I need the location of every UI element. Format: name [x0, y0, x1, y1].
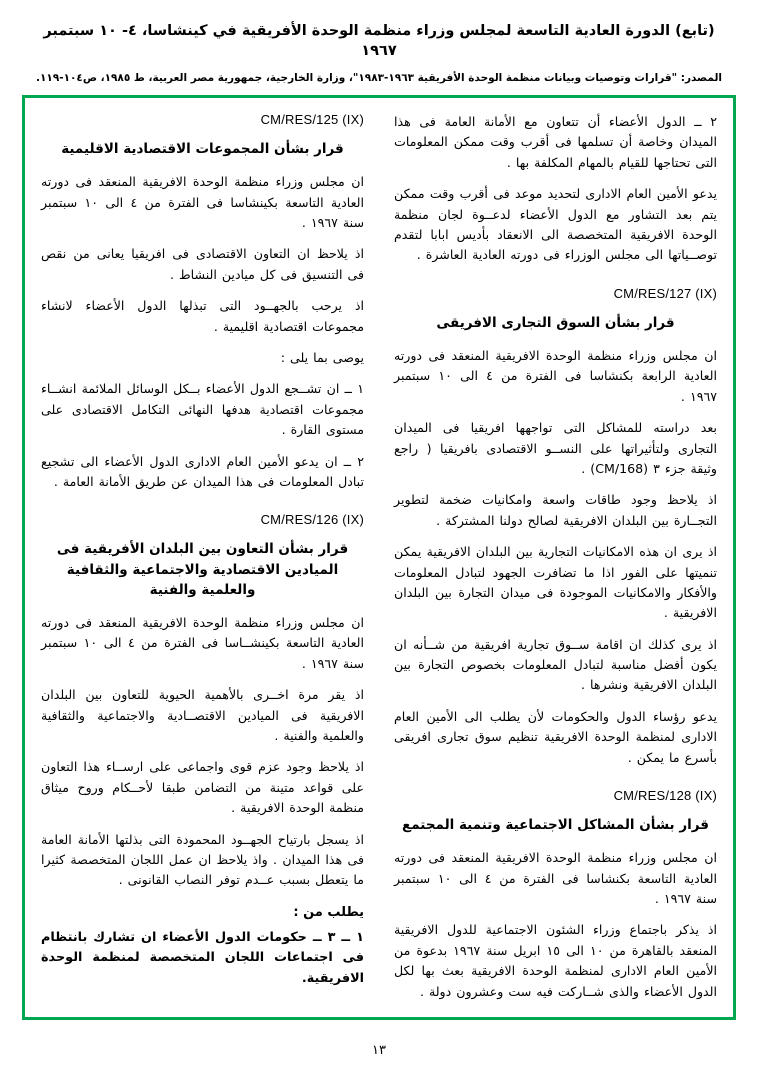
- paragraph: يوصى بما يلى :: [280, 349, 364, 365]
- resolution-title-127: قرار بشأن السوق التجارى الافريقى: [436, 314, 675, 331]
- paragraph: اذ يرى كذلك ان اقامة ســوق تجارية افريقية من شــأنه ان يكون أفضل مناسبة لتبادل المعلومات بخصوص التجارة بين البلدان الافريقية ونشرها .: [394, 636, 717, 693]
- request-label: يطلب من :: [293, 904, 364, 920]
- paragraph: اذ يلاحظ وجود طاقات واسعة وامكانيات ضخمة لتطوير التجــارة بين البلدان الافريقية لصالح دولنا المشتركة .: [394, 492, 717, 528]
- resolution-title-125: قرار بشأن المجموعات الاقتصادية الاقليمية: [61, 141, 344, 157]
- resolution-id-128: CM/RES/128 (IX): [613, 788, 717, 804]
- paragraph: ان مجلس وزراء منظمة الوحدة الافريقية المنعقد فى دورته العادية التاسعة بكينشــاسا فى الفترة من ٤ الى ١٠ سبتمبر سنة ١٩٦٧ .: [41, 615, 364, 671]
- paragraph: يدعو رؤساء الدول والحكومات لأن يطلب الى الأمين العام الادارى لمنظمة الوحدة الافريقية تنظيم سوق تجارى افريقى بأسرع ما يمكن .: [394, 708, 717, 765]
- page-title: (تابع) الدورة العادية التاسعة لمجلس وزراء منظمة الوحدة الأفريقية في كينشاسا، ٤- ١٠ سبتمبر ١٩٦٧: [43, 23, 715, 59]
- paragraph: ٢ ــ ان يدعو الأمين العام الادارى الدول الأعضاء الى تشجيع تبادل المعلومات فى هذا الميدان عن طريق الأمانة العامة .: [41, 453, 364, 489]
- column-left: [41, 112, 364, 1007]
- resolution-id-126: CM/RES/126 (IX): [260, 512, 364, 528]
- paragraph: يدعو الأمين العام الادارى لتحديد موعد فى أقرب وقت ممكن يتم بعد التشاور مع الدول الأعضاء لدعــوة لجان منظمة الوحدة الافريقية المتخصصة الى الانعقاد بأديس ابابا لتقدم توصــياتها الى مجلس الوزراء فى دورته العادية العاشرة .: [394, 186, 717, 263]
- request-item: ١ ــ ٣ ــ حكومات الدول الأعضاء ان تشارك بانتظام فى اجتماعات اللجان المتخصصة لمنظمة الوحدة الافريقية.: [41, 929, 364, 986]
- paragraph: بعد دراسته للمشاكل التى تواجهها افريقيا فى الميدان التجارى ولتأثيراتها على النســو الاقتصادى بافريقيا ( راجع وثيقة جزء ٣ (CM/168) .: [394, 420, 717, 476]
- resolution-id-125: CM/RES/125 (IX): [260, 112, 364, 127]
- paragraph: ان مجلس وزراء منظمة الوحدة الافريقية المنعقد فى دورته العادية التاسعة بكنشاسا فى الفترة من ٤ الى ١٠ سبتمبر سنة ١٩٦٧ .: [394, 850, 717, 907]
- page-header: [0, 0, 758, 85]
- paragraph: ان مجلس وزراء منظمة الوحدة الافريقية المنعقد فى دورته العادية الرابعة بكنشاسا فى الفترة من ٤ الى ١٠ سبتمبر ١٩٦٧ .: [394, 347, 718, 404]
- paragraph: اذ يرحب بالجهــود التى تبذلها الدول الأعضاء لانشاء مجموعات اقتصادية اقليمية .: [41, 298, 364, 334]
- paragraph: اذ يسجل بارتياح الجهــود المحمودة التى بذلتها الأمانة العامة فى هذا الميدان . واذ يلاحظ ان عمل اللجان المتخصصة كثيرا ما يتعطل بسبب عــدم توفر النصاب القانونى .: [41, 831, 364, 888]
- paragraph: ٢ ــ الدول الأعضاء أن تتعاون مع الأمانة العامة فى هذا الميدان وخاصة أن تسلمها فى أقرب وقت ممكن المعلومات التى تحتاجها للقيام بالمهام المكلفة بها .: [394, 114, 717, 170]
- paragraph: ١ ــ ان تشــجع الدول الأعضاء بــكل الوسائل الملائمة انشــاء مجموعات اقتصادية هدفها النهائى التكامل الاقتصادى على مستوى القارة .: [41, 381, 364, 438]
- paragraph: اذ يرى ان هذه الامكانيات التجارية بين البلدان الافريقية يمكن تنميتها على الفور اذا ما تضافرت الجهود لتبادل المعلومات والأفكار والامكانيات الموجودة فى ميدان التجارة بين البلدان الافريقية .: [394, 544, 717, 621]
- paragraph: اذ يذكر باجتماع وزراء الشئون الاجتماعية للدول الافريقية المنعقد بالقاهرة من ١٠ الى ١٥ ابريل سنة ١٩٦٧ بدعوة من الأمين العام الادارى لمنظمة الوحدة الافريقية بعث بها لكل الدول الأعضاء والذى شــاركت فيه ست وعشرون دولة .: [394, 922, 718, 999]
- column-right: [394, 112, 717, 1007]
- paragraph: اذ يلاحظ وجود عزم قوى واجماعى على ارســاء هذا التعاون على قواعد متينة من التضامن طبقا لأحــكام وروح ميثاق منظمة الوحدة الافريقية .: [41, 759, 364, 816]
- two-column-body: [41, 112, 717, 1007]
- paragraph: ان مجلس وزراء منظمة الوحدة الافريقية المنعقد فى دورته العادية التاسعة بكينشاسا فى الفترة من ٤ الى ١٠ سبتمبر سنة ١٩٦٧ .: [41, 174, 364, 231]
- resolution-title-128: قرار بشأن المشاكل الاجتماعية وتنمية المجتمع: [402, 817, 709, 834]
- paragraph: اذ يقر مرة اخــرى بالأهمية الحيوية للتعاون بين البلدان الافريقية فى الميادين الاقتصــادية والاجتماعية والثقافية والعلمية والفنية .: [41, 687, 364, 744]
- resolution-id-127: CM/RES/127 (IX): [613, 285, 717, 301]
- paragraph: اذ يلاحظ ان التعاون الاقتصادى فى افريقيا يعانى من نقص فى التنسيق فى كل ميادين النشاط .: [41, 246, 364, 282]
- content-frame: [22, 95, 736, 1020]
- page-number: ١٣: [372, 1043, 386, 1058]
- resolution-title-126: قرار بشأن التعاون بين البلدان الأفريقية فى الميادين الاقتصادية والاجتماعية والثقافية والعلمية والفنية: [56, 541, 349, 598]
- source-note: المصدر: "قرارات وتوصيات وبيانات منظمة الوحدة الأفريقية ١٩٦٣-١٩٨٣"، وزارة الخارجية، جمهورية مصر العربية، ط ١٩٨٥، ص١٠٤-١١٩.: [36, 72, 722, 85]
